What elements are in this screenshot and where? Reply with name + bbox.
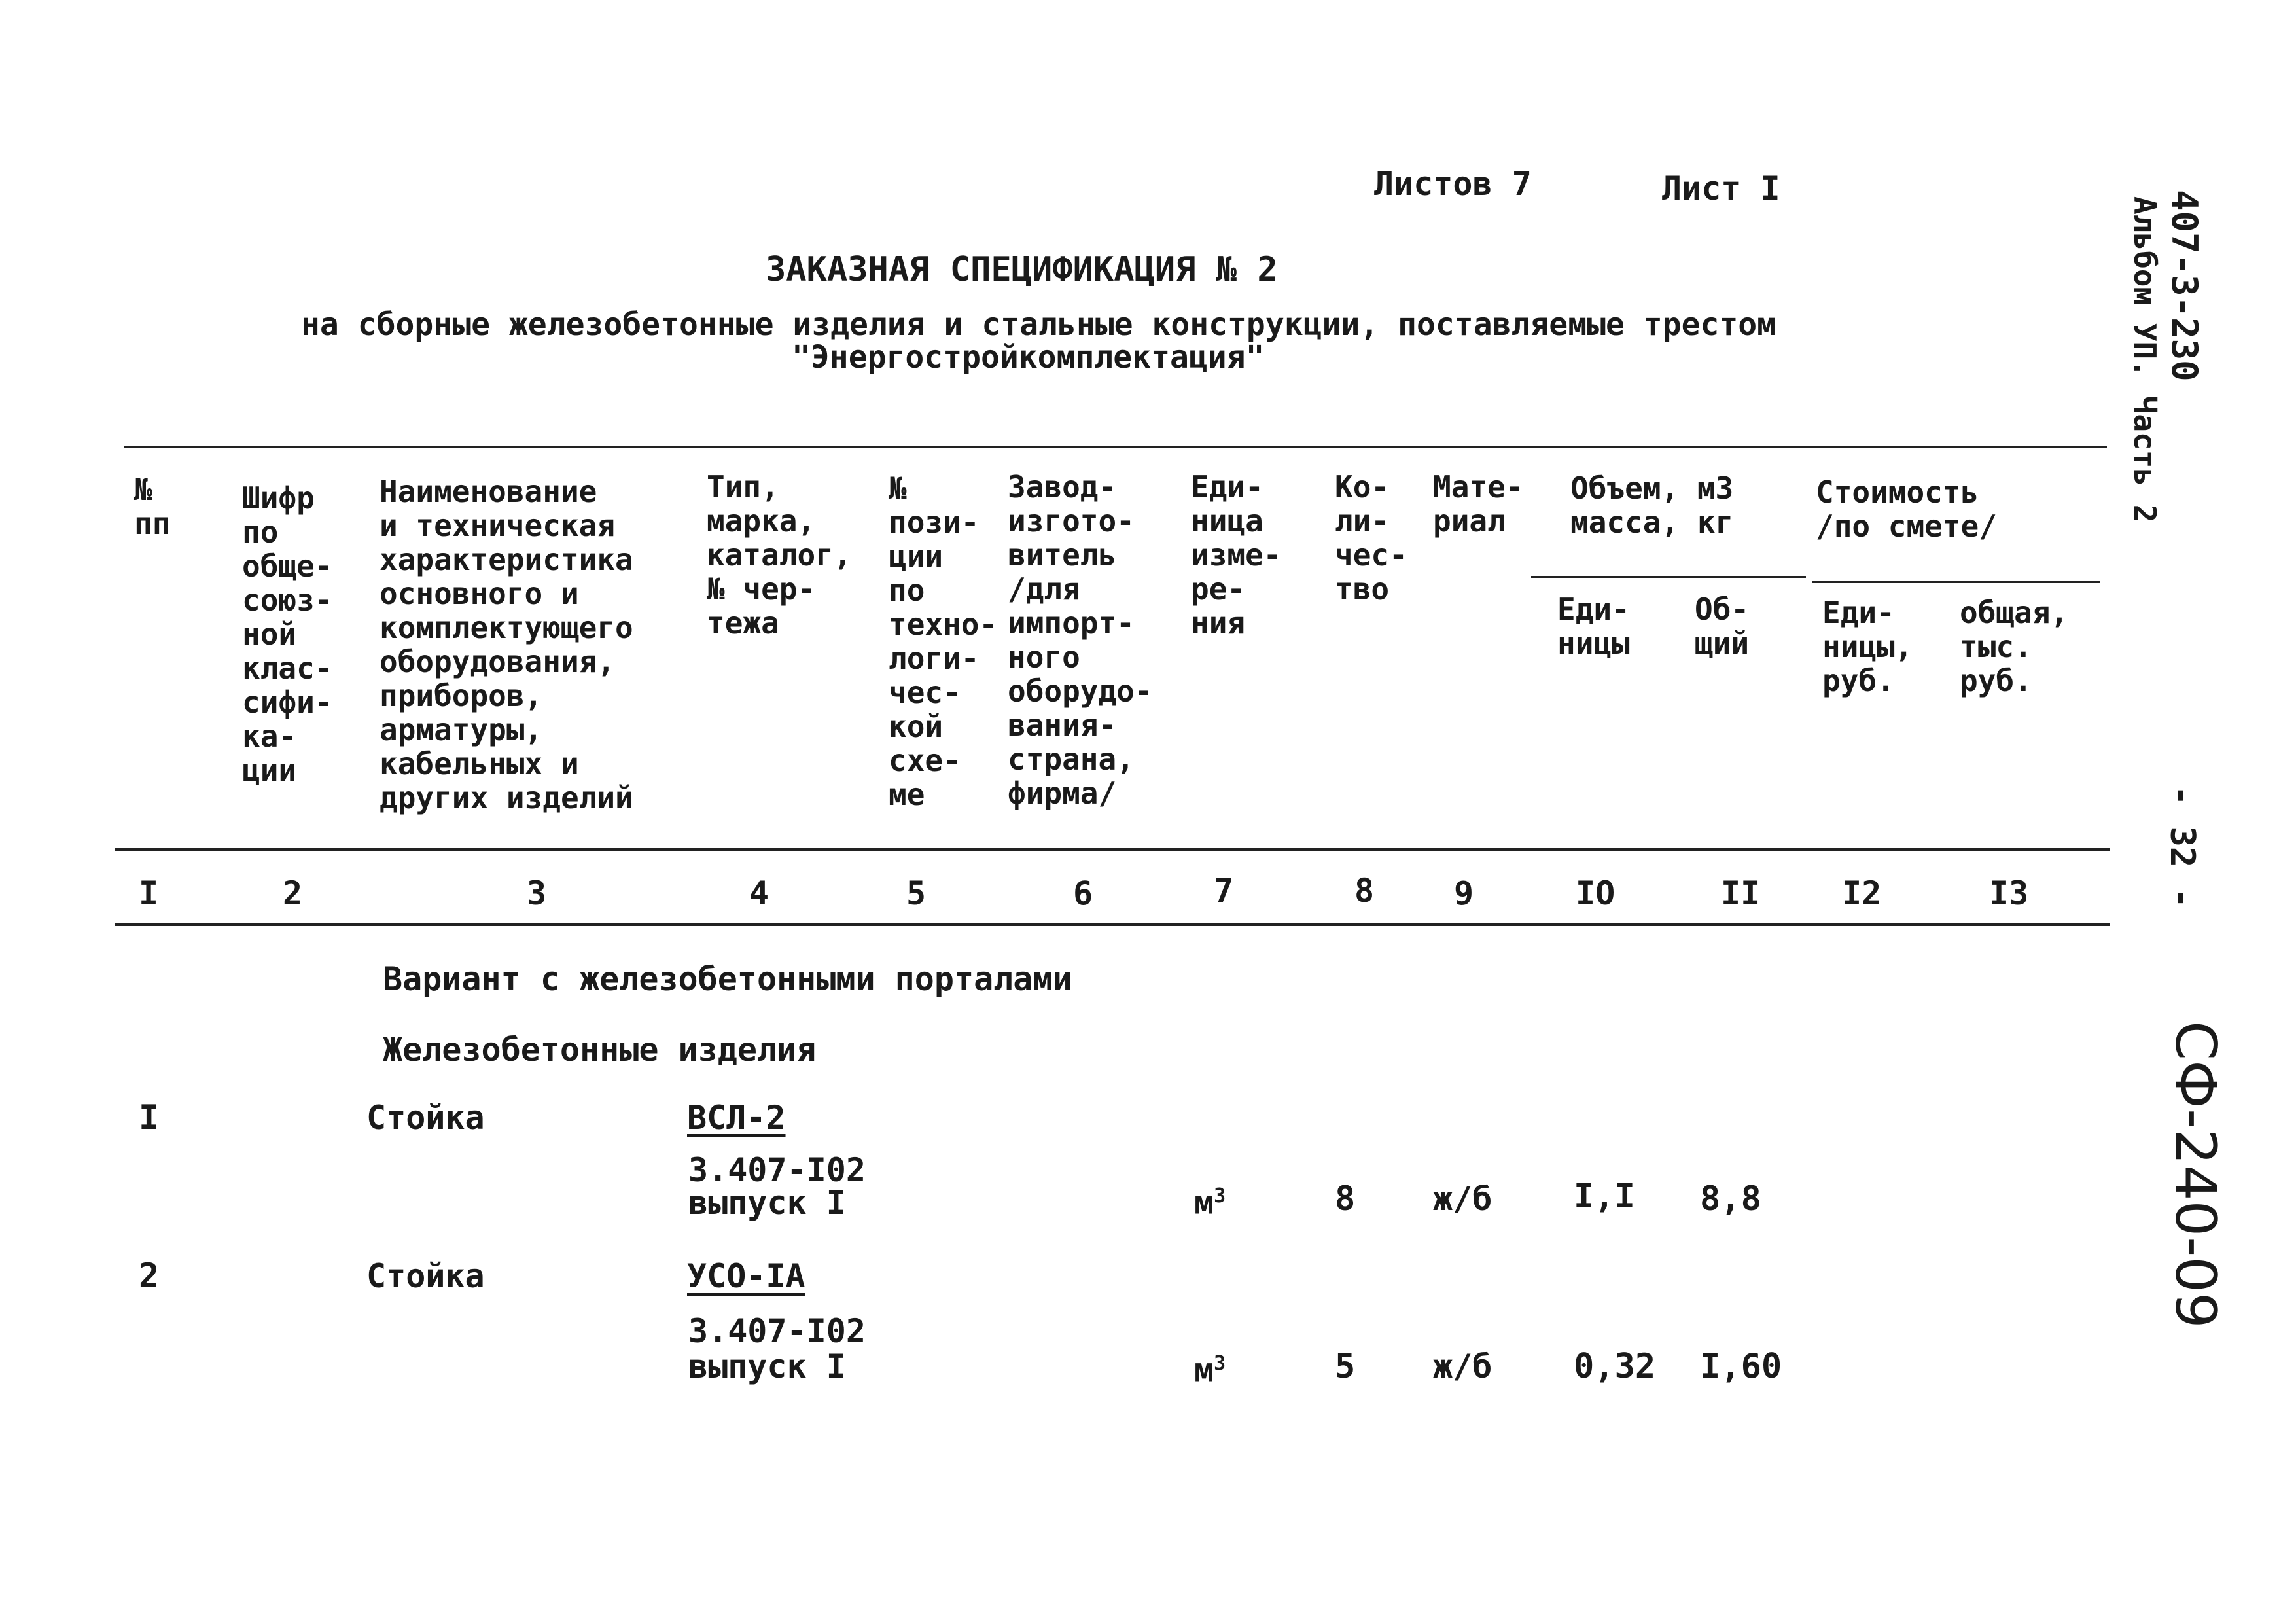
col-number-5: 5 [906, 874, 927, 912]
row-volume-total: I,60 [1700, 1347, 1782, 1386]
row-number: 2 [139, 1257, 160, 1296]
document-subtitle-line2: "Энергостройкомплектация" [792, 339, 1265, 376]
col-number-1: I [139, 874, 159, 912]
sheet-number: Лист I [1662, 169, 1780, 207]
row-unit: $м^3$ [1194, 1351, 1226, 1389]
col-header-cost-unit: Еди- ницы, руб. [1822, 595, 1913, 698]
col-number-8: 8 [1354, 872, 1375, 910]
col-number-2: 2 [283, 874, 303, 912]
side-album: Альбом УП. Часть 2 [2127, 196, 2163, 523]
col-header-cost-total: общая, тыс. руб. [1960, 595, 2069, 698]
row-unit: $м^3$ [1194, 1183, 1226, 1222]
col-header-unit: Еди- ница изме- ре- ния [1191, 469, 1282, 641]
col-number-13: I3 [1989, 874, 2029, 912]
col-header-volume-group: Объем, м3 масса, кг [1570, 471, 1734, 540]
col-header-type: Тип, марка, каталог, № чер- тежа [707, 469, 852, 641]
col-header-position: № пози- ции по техно- логи- чес- кой схе- ме [889, 471, 998, 812]
row-volume-total: 8,8 [1700, 1179, 1761, 1219]
subsection-title: Железобетонные изделия [383, 1031, 817, 1069]
col-header-manufacturer: Завод- изгото- витель /для импорт- ного оборудо- вания- страна, фирма/ [1008, 469, 1153, 811]
row-qty: 8 [1335, 1179, 1356, 1219]
col-number-3: 3 [527, 874, 547, 912]
section-title: Вариант с железобетонными порталами [383, 960, 1072, 998]
document-subtitle-line1: на сборные железобетонные изделия и стальные конструкции, поставляемые трестом [301, 306, 1776, 343]
col-number-12: I2 [1842, 874, 1882, 912]
row-material: ж/б [1433, 1347, 1492, 1385]
col-header-cost-group: Стоимость /по смете/ [1816, 474, 1997, 544]
col-number-6: 6 [1073, 874, 1093, 912]
row-name: Стойка [366, 1099, 485, 1137]
col-header-num: № пп [134, 472, 171, 541]
col-header-code: Шифр по обще- союз- ной клас- сифи- ка- ции [242, 480, 333, 788]
row-type-ref: 3.407-I02 [688, 1151, 866, 1189]
col-header-name: Наименование и техническая характеристика основного и комплектующего оборудования, приборов, арматуры, кабельных и других изделий [380, 474, 633, 815]
side-code: 407-3-230 [2164, 190, 2205, 382]
row-material: ж/б [1433, 1180, 1492, 1218]
col-header-material: Мате- риал [1433, 469, 1524, 539]
row-type-ref: 3.407-I02 [688, 1312, 866, 1350]
side-page-number: - 32 - [2163, 785, 2202, 908]
column-numbers-rule [115, 923, 2110, 926]
row-type-issue: выпуск I [688, 1184, 846, 1222]
col-number-4: 4 [749, 874, 769, 912]
col-header-volume-total: Об- щий [1695, 592, 1750, 661]
table-top-rule [124, 446, 2107, 448]
row-type-mark: УСО-IА [687, 1257, 805, 1295]
row-number: I [139, 1098, 160, 1137]
cost-group-rule [1812, 581, 2100, 583]
header-bottom-rule [115, 848, 2110, 851]
handwritten-code: СФ-240-09 [2163, 1021, 2228, 1329]
row-type-issue: выпуск I [688, 1347, 846, 1385]
col-number-11: II [1721, 874, 1761, 912]
document-title: ЗАКАЗНАЯ СПЕЦИФИКАЦИЯ № 2 [766, 250, 1278, 289]
row-type-mark: ВСЛ-2 [687, 1099, 786, 1137]
col-number-10: IO [1576, 874, 1616, 912]
col-number-7: 7 [1214, 872, 1234, 910]
row-qty: 5 [1335, 1347, 1356, 1386]
col-number-9: 9 [1454, 874, 1474, 912]
col-header-volume-unit: Еди- ницы [1557, 592, 1630, 661]
row-volume-unit: I,I [1574, 1177, 1635, 1216]
col-header-qty: Ко- ли- чес- тво [1335, 469, 1407, 607]
volume-group-rule [1531, 576, 1806, 578]
sheets-total: Листов 7 [1374, 165, 1532, 203]
row-name: Стойка [366, 1257, 485, 1295]
row-volume-unit: 0,32 [1574, 1347, 1656, 1386]
